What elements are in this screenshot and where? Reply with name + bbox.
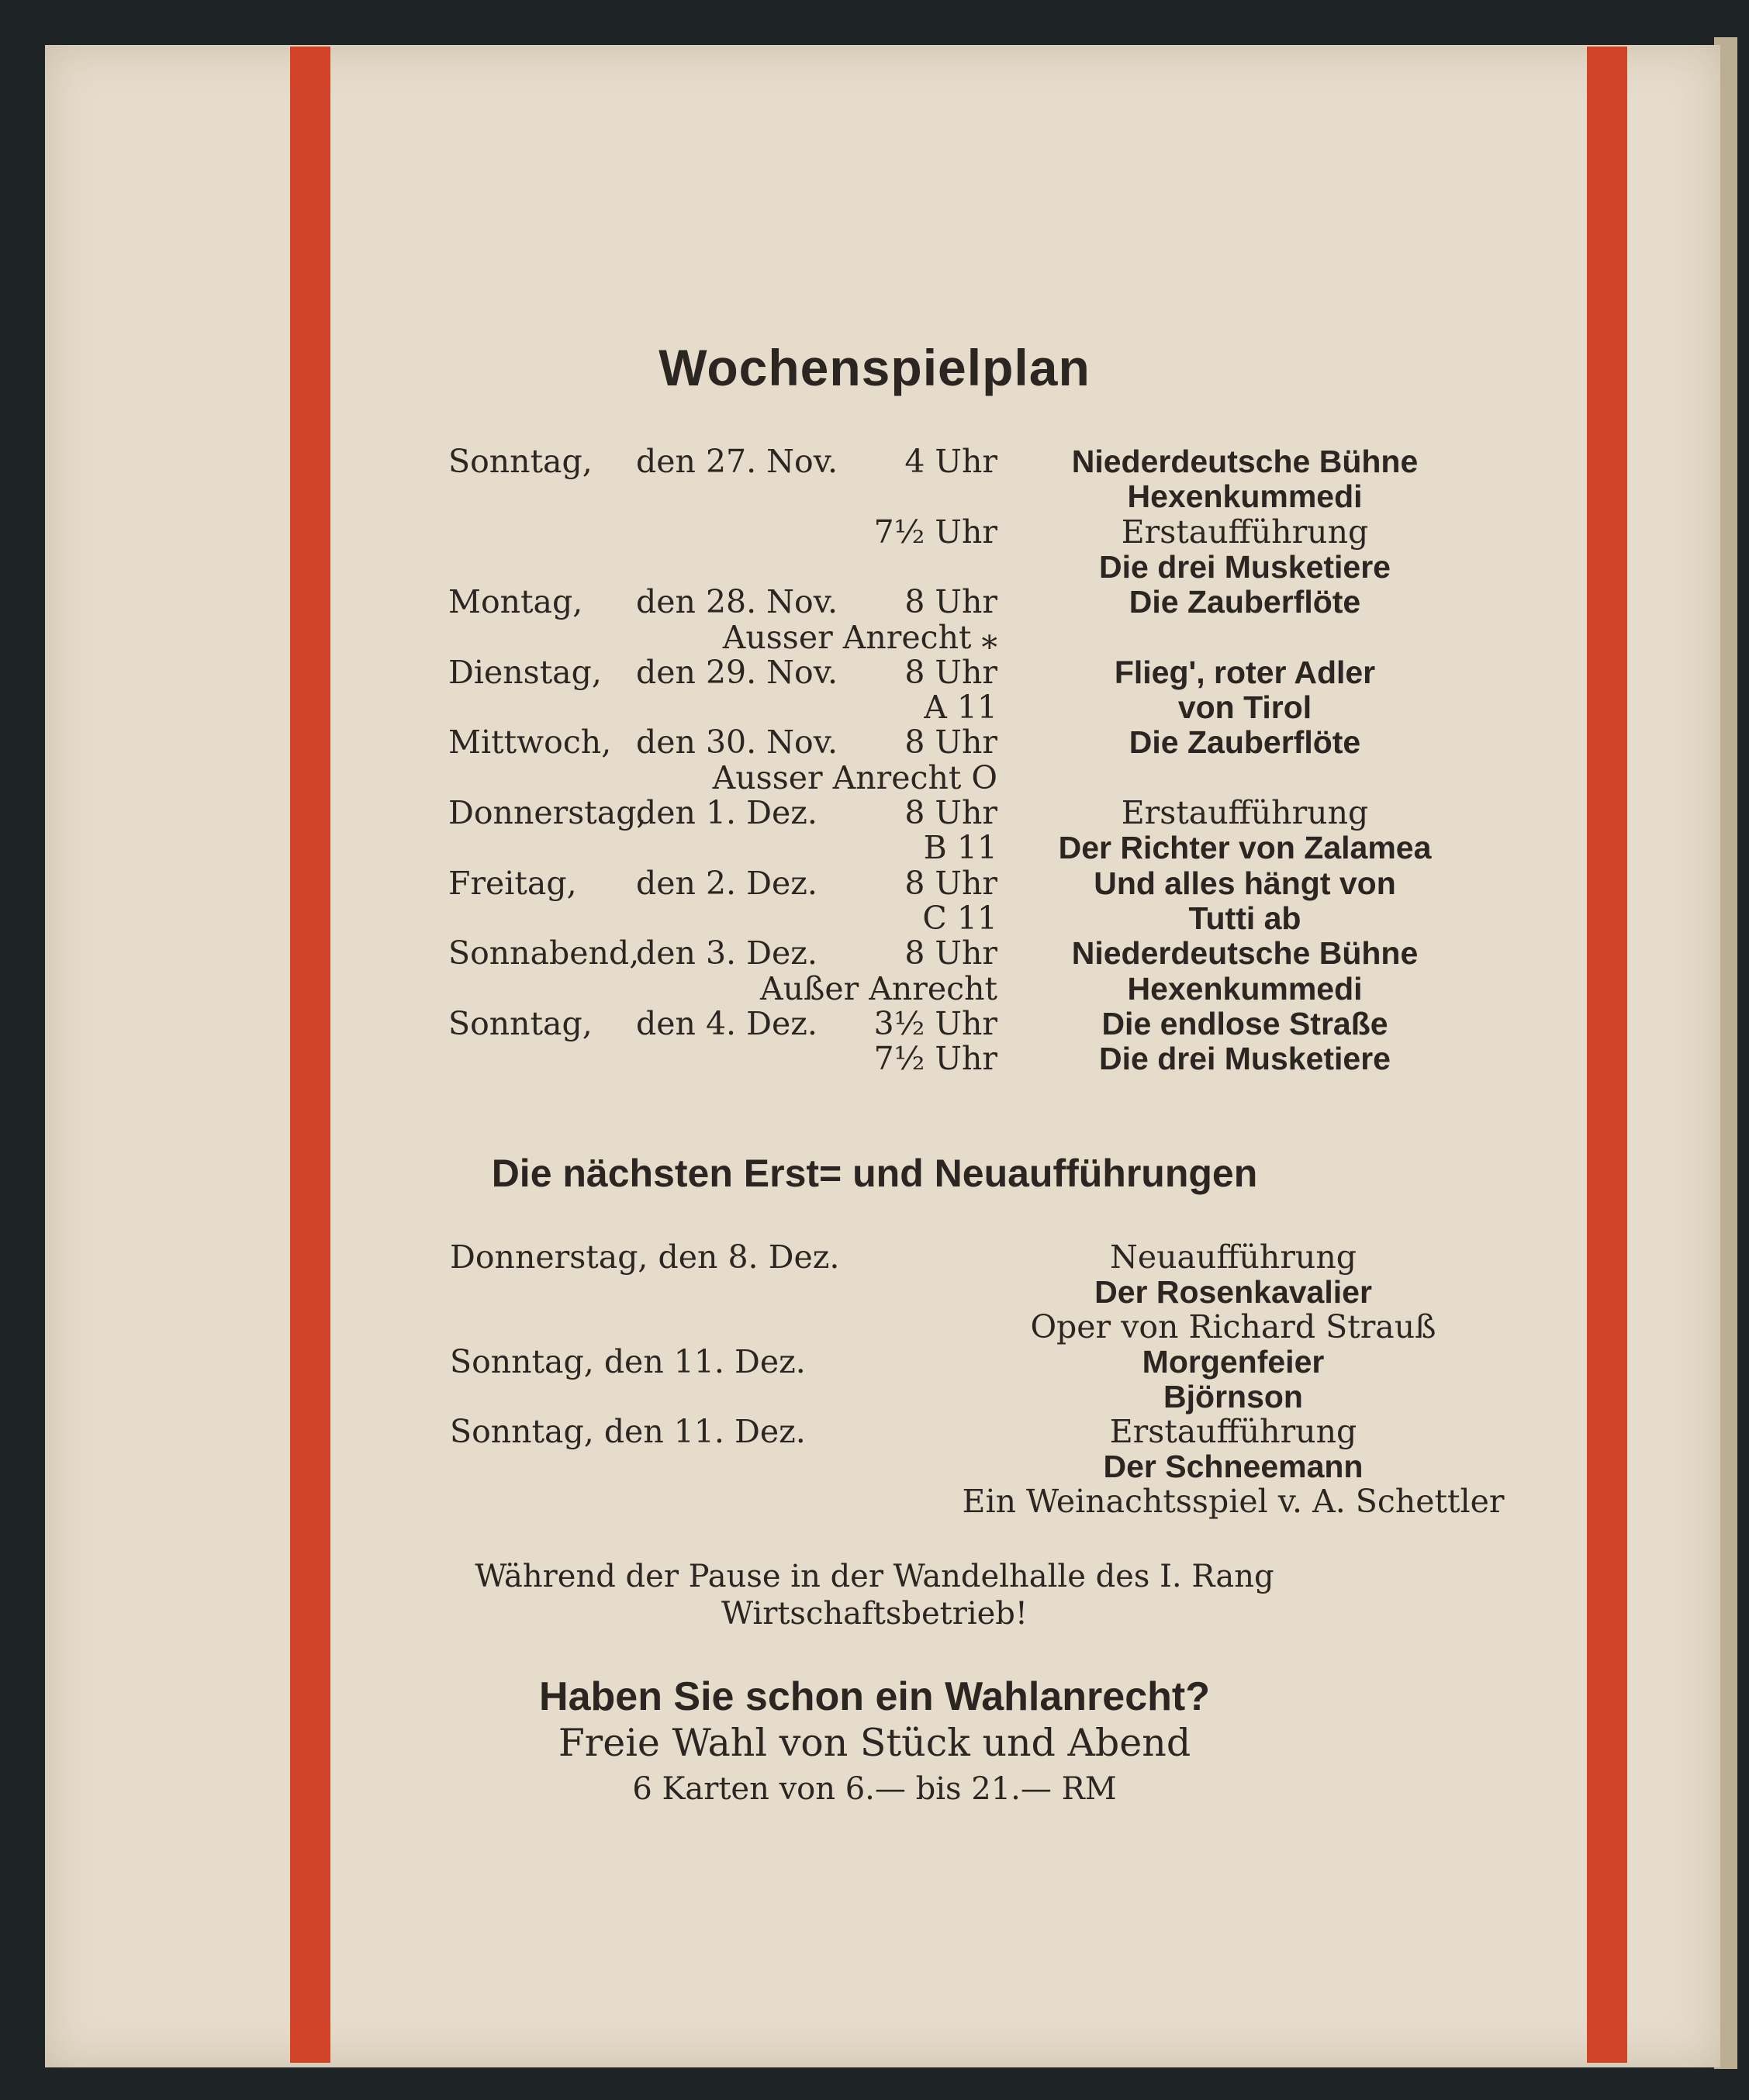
schedule-row <box>0 935 1749 971</box>
schedule-time: 4 Uhr <box>904 443 997 480</box>
schedule-time: 8 Uhr <box>904 583 997 621</box>
schedule-time: 3½ Uhr <box>873 1004 997 1042</box>
next-row <box>0 1449 1749 1484</box>
next-row <box>0 1379 1749 1414</box>
next-date: Donnerstag, den 8. Dez. <box>450 1238 840 1276</box>
schedule-play: Erstaufführung <box>1121 513 1369 551</box>
schedule-row <box>0 1041 1749 1076</box>
schedule-play: Und alles hängt von <box>1094 865 1396 901</box>
schedule-play: Die Zauberflöte <box>1129 724 1361 761</box>
schedule-row <box>0 795 1749 831</box>
schedule-row <box>0 865 1749 901</box>
next-row <box>0 1344 1749 1380</box>
schedule-time: 7½ Uhr <box>873 1040 997 1078</box>
schedule-time: 7½ Uhr <box>873 513 997 551</box>
next-play: Oper von Richard Strauß <box>1030 1308 1436 1345</box>
next-play: Erstaufführung <box>1109 1413 1357 1450</box>
pause-notice-line2: Wirtschaftsbetrieb! <box>721 1596 1028 1632</box>
schedule-row <box>0 689 1749 725</box>
schedule-date: den 27. Nov. <box>636 443 838 480</box>
next-play: Ein Weinachtsspiel v. A. Schettler <box>962 1483 1505 1520</box>
schedule-row <box>0 584 1749 620</box>
schedule-time: C 11 <box>922 899 997 937</box>
schedule-time: 8 Uhr <box>904 653 997 691</box>
schedule-time: B 11 <box>923 829 997 867</box>
page-title: Wochenspielplan <box>658 339 1091 396</box>
schedule-date: den 4. Dez. <box>636 1004 817 1042</box>
schedule-row <box>0 478 1749 514</box>
next-play: Neuaufführung <box>1110 1238 1357 1276</box>
schedule-play: Die drei Musketiere <box>1099 548 1391 585</box>
next-play: Björnson <box>1163 1379 1303 1414</box>
schedule-time: 8 Uhr <box>904 864 997 902</box>
schedule-play: Erstaufführung <box>1121 794 1369 831</box>
next-play: Morgenfeier <box>1142 1344 1325 1380</box>
next-date: Sonntag, den 11. Dez. <box>450 1343 806 1380</box>
schedule-row <box>0 830 1749 865</box>
schedule-play: Tutti ab <box>1188 900 1301 936</box>
schedule-row <box>0 760 1749 796</box>
schedule-day: Donnerstag, <box>448 794 647 831</box>
schedule-play: Niederdeutsche Bühne <box>1071 444 1419 479</box>
schedule-play: Die endlose Straße <box>1101 1005 1388 1041</box>
schedule-time: Ausser Anrecht ⁎ <box>722 618 997 656</box>
schedule-row <box>0 900 1749 936</box>
schedule-row <box>0 724 1749 760</box>
schedule-time: 8 Uhr <box>904 934 997 972</box>
schedule-date: den 30. Nov. <box>636 724 838 762</box>
schedule-day: Montag, <box>448 583 583 621</box>
schedule-play: von Tirol <box>1177 689 1312 726</box>
schedule-play: Die drei Musketiere <box>1099 1041 1391 1077</box>
schedule-time: 8 Uhr <box>904 794 997 831</box>
pause-notice-line1: Während der Pause in der Wandelhalle des I. Rang <box>475 1559 1274 1594</box>
schedule-row <box>0 1006 1749 1041</box>
ad-headline: Haben Sie schon ein Wahlanrecht? <box>539 1674 1210 1719</box>
schedule-row <box>0 971 1749 1007</box>
schedule-day: Dienstag, <box>448 653 602 691</box>
next-play: Der Schneemann <box>1103 1449 1364 1484</box>
schedule-play: Hexenkummedi <box>1127 970 1363 1007</box>
schedule-play: Flieg', roter Adler <box>1114 654 1376 690</box>
next-play: Der Rosenkavalier <box>1094 1274 1372 1310</box>
schedule-date: den 29. Nov. <box>636 653 838 691</box>
schedule-day: Freitag, <box>448 864 577 902</box>
schedule-time: 8 Uhr <box>904 724 997 762</box>
schedule-date: den 28. Nov. <box>636 583 838 621</box>
ad-prices: 6 Karten von 6.— bis 21.— RM <box>632 1771 1117 1807</box>
schedule-day: Sonnabend, <box>448 934 640 972</box>
schedule-day: Sonntag, <box>448 1004 593 1042</box>
schedule-row <box>0 549 1749 585</box>
schedule-date: den 3. Dez. <box>636 934 817 972</box>
next-row <box>0 1274 1749 1310</box>
ad-subline: Freie Wahl von Stück und Abend <box>558 1721 1191 1765</box>
next-row <box>0 1414 1749 1449</box>
schedule-row <box>0 444 1749 479</box>
next-row <box>0 1483 1749 1519</box>
next-performances-heading: Die nächsten Erst= und Neuaufführungen <box>491 1152 1258 1195</box>
schedule-row <box>0 514 1749 550</box>
schedule-time: Außer Anrecht <box>759 969 997 1007</box>
next-row <box>0 1309 1749 1345</box>
schedule-play: Die Zauberflöte <box>1129 584 1361 620</box>
schedule-play: Niederdeutsche Bühne <box>1071 935 1419 972</box>
schedule-row <box>0 655 1749 690</box>
schedule-play: Der Richter von Zalamea <box>1058 830 1432 866</box>
schedule-time: A 11 <box>924 689 997 727</box>
schedule-date: den 1. Dez. <box>636 794 817 831</box>
schedule-row <box>0 620 1749 655</box>
schedule-time: Ausser Anrecht O <box>712 758 997 796</box>
schedule-play: Hexenkummedi <box>1127 478 1363 515</box>
schedule-date: den 2. Dez. <box>636 864 817 902</box>
schedule-day: Sonntag, <box>448 443 593 480</box>
next-row <box>0 1239 1749 1275</box>
next-date: Sonntag, den 11. Dez. <box>450 1413 806 1450</box>
schedule-day: Mittwoch, <box>448 724 612 762</box>
